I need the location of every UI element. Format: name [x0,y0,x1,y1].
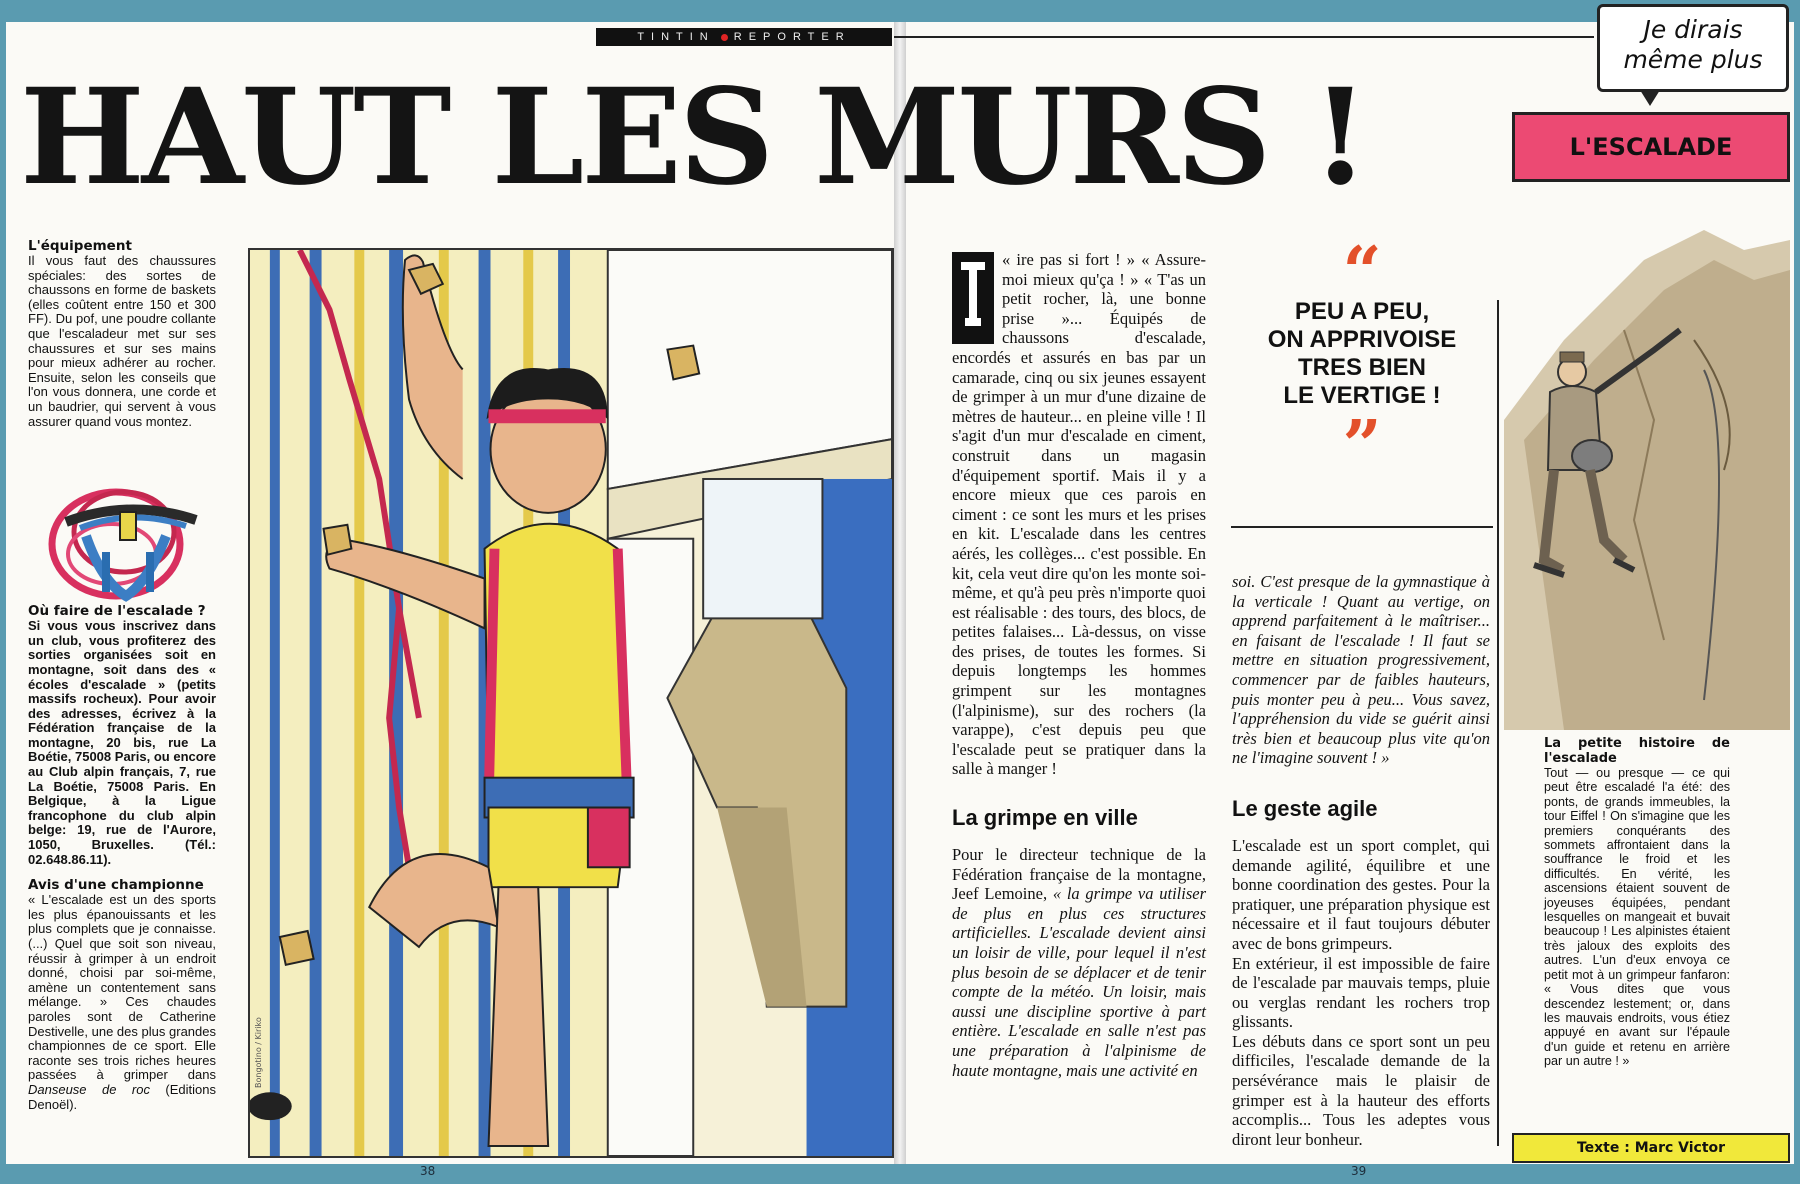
topic-label: L'ESCALADE [1512,112,1790,182]
close-quote-icon: ” [1342,406,1382,486]
illustration-credit: Bongotino / Kiriko [254,1017,263,1088]
open-quote-icon: “ [1342,232,1382,312]
pull-quote [1232,232,1492,486]
pull-quote-line-4: LE VERTIGE ! [1283,382,1441,409]
equipement-heading: L'équipement [28,238,132,254]
pull-quote-line-1: PEU A PEU, [1294,298,1430,325]
pull-quote-line-2: ON APPRIVOISE [1267,326,1457,353]
section-grimpe-text [952,845,1206,1080]
badge-line-1: Je dirais [1643,15,1743,44]
header-rule [894,36,1594,38]
left-sidebar [28,238,216,1118]
article-intro: « ire pas si fort ! » « Assure-moi mieux qu'ça ! » « T'as un petit rocher, là, une bonne prise »... Équipés de chaussons d'escalade, encordés et assurés en bas par un camarade, cinq ou six jeunes essayent de grimper à un mur d'une dizaine de mètres de hauteur... en pleine ville ! Il s'agit d'un mur d'escalade en ciment, construit dans un magasin d'équipement sportif. Mais il y a encore mieux que ces parois en ciment : ce sont les murs et les prises en kit. L'escalade dans les centres aérés, les collèges... c'est possible. En kit, cela veut dire qu'on les monte soi-même, et qu'à peu près n'importe quoi est réalisable : des tours, des blocs, de petites falaises... Là-dessus, on visse des prises, de toutes les formes. Si depuis longtemps les hommes grimpent sur les montagnes (l'alpinisme), sur des rochers (la varappe), c'est depuis peu que l'escalade peut se pratiquer dans la salle à manger ! [952,250,1206,779]
article-intro-text: ire pas si fort ! » « Assure-moi mieux qu'ça ! » « T'as un petit rocher, là, une bonne prise »... Équipés de chaussons d'escalade, encordés et assurés en bas par un camarade, cinq ou six jeunes essayent de grimper à un mur d'une dizaine de mètres de hauteur... en pleine ville ! Il s'agit d'un mur d'escalade en ciment, construit dans un magasin d'équipement sportif. Mais il y a encore mieux que ces parois en ciment : ce sont les murs et les prises en kit. L'escalade dans les centres aérés, les collèges... c'est possible. En kit, cela veut dire qu'on les monte soi-même, et qu'à peu près n'importe quoi est réalisable : des tours, des blocs, de petites falaises... Là-dessus, on visse des prises, de toutes les formes. Si depuis longtemps les hommes grimpent sur les montagnes (l'alpinisme), sur des rochers (la varappe), c'est depuis peu que l'escalade peut se pratiquer dans la salle à manger ! [952,250,1206,779]
climber-illustration [248,248,894,1158]
red-dot-icon [721,34,728,41]
equipement-text: Il vous faut des chaussures spéciales: des sortes de chaussons en forme de baskets (elles coûtent entre 150 et 300 FF). Du pof, une poudre collante que l'escaladeur met sur ses chaussures et sur ses mains pour mieux adhérer au rocher. Ensuite, selon les conseils que l'on vous donnera, une corde et un baudrier, qui servent à vous assurer quand vous montez. [28,253,216,429]
pull-quote-line-3: TRES BIEN [1297,354,1426,381]
histoire-text: Tout — ou presque — ce qui peut être escaladé l'a été: des ponts, de grands immeubles, la tour Eiffel ! On s'imagine que les premiers conquérants des sommets affrontaient dans la souffrance le froid et les difficultés. En vérité, les ascensions étaient souvent de joyeuses équipées, pendant lesquelles on mangeait et buvait beaucoup ! Les alpinistes étaient très jaloux des exploits des autres. L'un d'eux envoya ce petit mot à un grimpeur fanfaron: « Vous dites que vous descendez lestement; or, dans les mauvais endroits, vous étiez appuyé en avant sur l'épaule d'un guide et retenu en arrière par un autre ! » [1544,766,1730,1069]
avis-heading: Avis d'une championne [28,877,204,894]
column-rule [1497,300,1499,1146]
speech-bubble-badge [1597,4,1789,92]
section-heading-geste: Le geste agile [1232,795,1378,821]
header-strip-left: TINTIN [637,31,715,43]
speech-bubble-tail-icon [1640,90,1660,106]
avis-text-part: « L'escalade est un des sports les plus épanouissants et les plus complets que je connaisse.(...) Quel que soit son niveau, réussir à grimper à un endroit donné, choisi par soi-même, amène un contentement sans mélange. » Ces chaudes paroles sont de Catherine Destivelle, une des plus grandes championnes de ce sport. Elle raconte ses trois riches heures passées à grimper dans [28,892,216,1083]
ou-faire-heading: Où faire de l'escalade ? [28,603,206,620]
header-strip-right: REPORTER [733,31,851,43]
mountaineer-illustration [1504,220,1790,730]
section-heading-grimpe: La grimpe en ville [952,805,1138,831]
author-credit: Texte : Marc Victor [1512,1133,1790,1163]
page-number-right: 39 [1351,1164,1367,1178]
histoire-heading: La petite histoire de l'escalade [1544,736,1730,766]
page-number-left: 38 [420,1164,436,1178]
pull-quote-rule [1231,526,1493,528]
column-2-quote: soi. C'est presque de la gymnastique à la verticale ! Quant au vertige, on apprend parfaitement à le maîtriser... en faisant de l'escalade ! Il faut se mettre en situation progressivement, commencer par de faibles hauteurs, puis monter peu à peu... Vous savez, l'appréhension du vide se guérit ainsi très bien et beaucoup plus vite qu'on ne l'imagine souvent ! » [1232,572,1490,768]
article-column-1 [952,250,1206,1080]
section-grimpe-quote: « la grimpe va utiliser de plus en plus ces structures artificielles. L'escalade devient ainsi un loisir de ville, pour lequel il n'est plus besoin de se déplacer et de tenir compte de la météo. Un loisir, mais aussi une discipline sportive à part entière. L'escalade en salle n'est pas une préparation à l'alpinisme de haute montagne, mais une activité en [952,884,1206,1080]
dropcap-letter-icon [961,262,985,332]
article-column-2 [1232,572,1490,1149]
avis-book-title: Danseuse de roc [28,1081,150,1097]
section-grimpe-lead: Pour le directeur technique de la Fédération française de la montagne, Jeef Lemoine, [952,845,1206,904]
section-geste-p2: En extérieur, il est impossible de faire de l'escalade par mauvais temps, pluie ou verglas rendant les rochers trop glissants. [1232,953,1490,1032]
harness-illustration [46,462,214,612]
dropcap [952,252,994,344]
section-geste-p3: Les débuts dans ce sport sont un peu difficiles, l'escalade demande de la persévérance mais le plaisir de grimper est à la hauteur des efforts accomplis... Tous les adeptes vous diront leur bonheur. [1232,1031,1490,1149]
bottom-band [0,1164,1800,1184]
badge-line-2: même plus [1623,45,1763,74]
section-geste-p1: L'escalade est un sport complet, qui demande agilité, équilibre et une bonne coordination des gestes. Pour la pratiquer, une préparation physique est nécessaire et il faut toujours débuter avec de bons grimpeurs. [1232,835,1490,953]
avis-text [28,893,216,1112]
ou-faire-text: Si vous vous inscrivez dans un club, vous profiterez des sorties organisées soit en montagne, soit dans des « écoles d'escalade » (petits massifs rocheux). Pour avoir des adresses, écrivez à la Fédération française de la montagne, 20 bis, rue La Boétie, 75008 Paris, ou encore au Club alpin français, 7, rue La Boétie, 75008 Paris. En Belgique, à la Ligue francophone du club alpin belge: 19, rue de l'Aurore, 1050, Bruxelles. (Tél.: 02.648.86.11). [28,618,216,867]
avis-text-end: (Editions Denoël). [28,1081,216,1112]
headline: HAUT LES MURS ! [20,60,1367,215]
section-header-strip [596,28,892,46]
right-sidebar [1544,736,1730,1069]
